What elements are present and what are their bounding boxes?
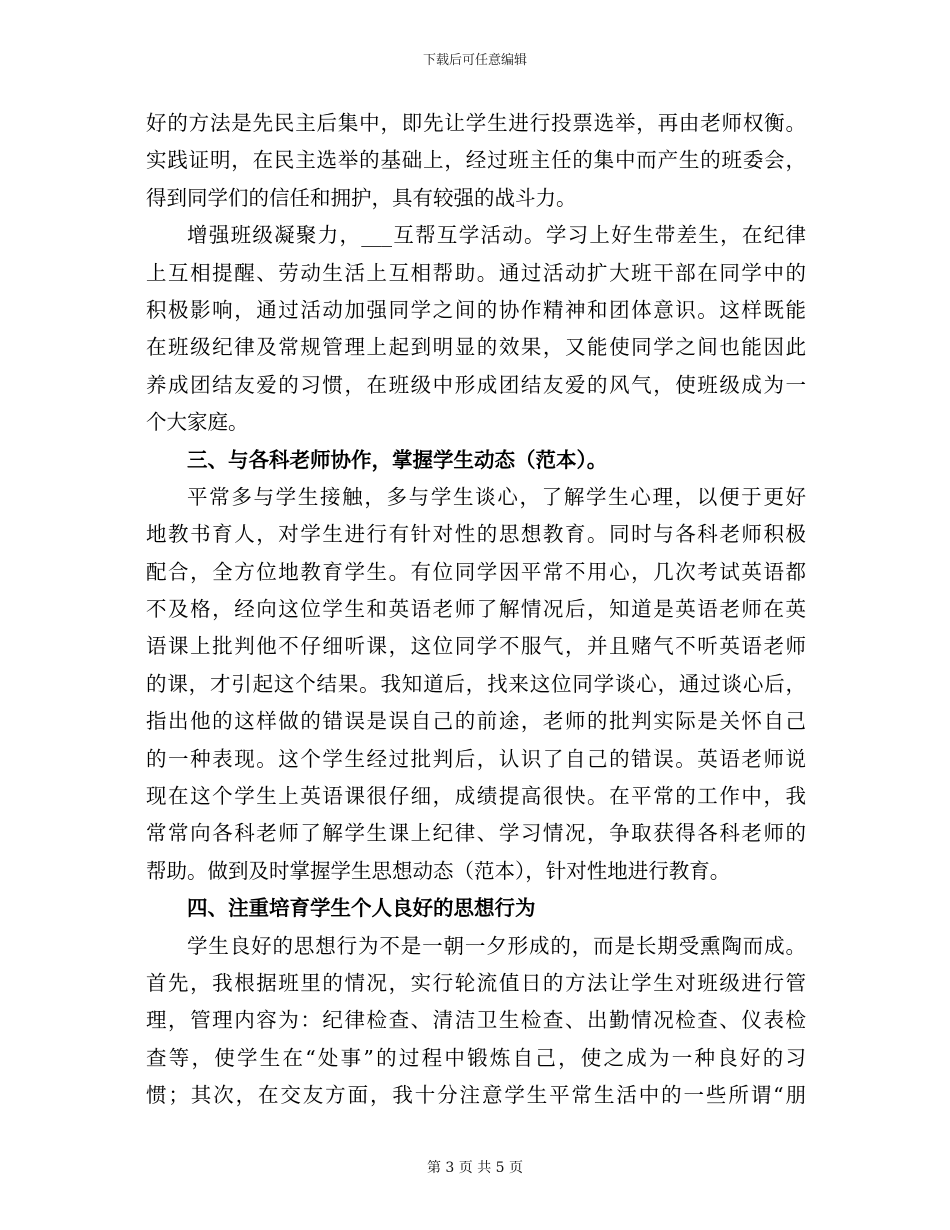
text-line: 指出他的这样做的错误是误自己的前途，老师的批判实际是关怀自己 xyxy=(146,709,806,734)
text-line: 好的方法是先民主后集中，即先让学生进行投票选举，再由老师权衡。 xyxy=(146,111,806,135)
text-line: 现在这个学生上英语课很仔细，成绩提高很快。在平常的工作中，我 xyxy=(146,784,806,809)
text-line: 理，管理内容为：纪律检查、清洁卫生检查、出勤情况检查、仪表检 xyxy=(146,1008,806,1033)
section-heading: 四、注重培育学生个人良好的思想行为 xyxy=(187,896,536,921)
text-line: 实践证明，在民主选举的基础上，经过班主任的集中而产生的班委会， xyxy=(146,148,806,173)
text-line: 养成团结友爱的习惯，在班级中形成团结友爱的风气，使班级成为一 xyxy=(146,372,806,397)
text-line: 帮助。做到及时掌握学生思想动态（范本），针对性地进行教育。 xyxy=(146,858,731,883)
text-line: 个大家庭。 xyxy=(146,410,249,435)
text-line: 常常向各科老师了解学生课上纪律、学习情况，争取获得各科老师的 xyxy=(146,821,806,846)
text-line: 上互相提醒、劳动生活上互相帮助。通过活动扩大班干部在同学中的 xyxy=(146,260,806,285)
text-line: 不及格，经向这位学生和英语老师了解情况后，知道是英语老师在英 xyxy=(146,597,806,622)
text-line: 语课上批判他不仔细听课，这位同学不服气，并且赌气不听英语老师 xyxy=(146,634,806,659)
text-line: 首先，我根据班里的情况，实行轮流值日的方法让学生对班级进行管 xyxy=(146,970,806,995)
text-line: 的课，才引起这个结果。我知道后，找来这位同学谈心，通过谈心后， xyxy=(146,671,806,696)
text-line: 在班级纪律及常规管理上起到明显的效果，又能使同学之间也能因此 xyxy=(146,335,806,360)
text-line: 平常多与学生接触，多与学生谈心，了解学生心理，以便于更好 xyxy=(187,484,806,509)
text-line: 惯；其次，在交友方面，我十分注意学生平常生活中的一些所谓“朋 xyxy=(146,1083,806,1108)
page-footer: 第 3 页 共 5 页 xyxy=(426,1160,524,1176)
text-line: 积极影响，通过活动加强同学之间的协作精神和团体意识。这样既能 xyxy=(146,297,806,322)
document-body xyxy=(146,105,806,1115)
page-header: 下载后可任意编辑 xyxy=(422,53,527,68)
text-line: 配合，全方位地教育学生。有位同学因平常不用心，几次考试英语都 xyxy=(146,559,806,584)
text-line: 地教书育人，对学生进行有针对性的思想教育。同时与各科老师积极 xyxy=(146,522,806,547)
text-line: 查等，使学生在“处事”的过程中锻炼自己，使之成为一种良好的习 xyxy=(146,1045,806,1070)
text-line: 的一种表现。这个学生经过批判后，认识了自己的错误。英语老师说 xyxy=(146,746,806,771)
text-line: 得到同学们的信任和拥护，具有较强的战斗力。 xyxy=(146,185,577,210)
section-heading: 三、与各科老师协作，掌握学生动态（范本）。 xyxy=(187,447,608,472)
text-line: 增强班级凝聚力，___互帮互学活动。学习上好生带差生，在纪律 xyxy=(187,223,806,248)
text-line: 学生良好的思想行为不是一朝一夕形成的，而是长期受熏陶而成。 xyxy=(187,933,806,958)
